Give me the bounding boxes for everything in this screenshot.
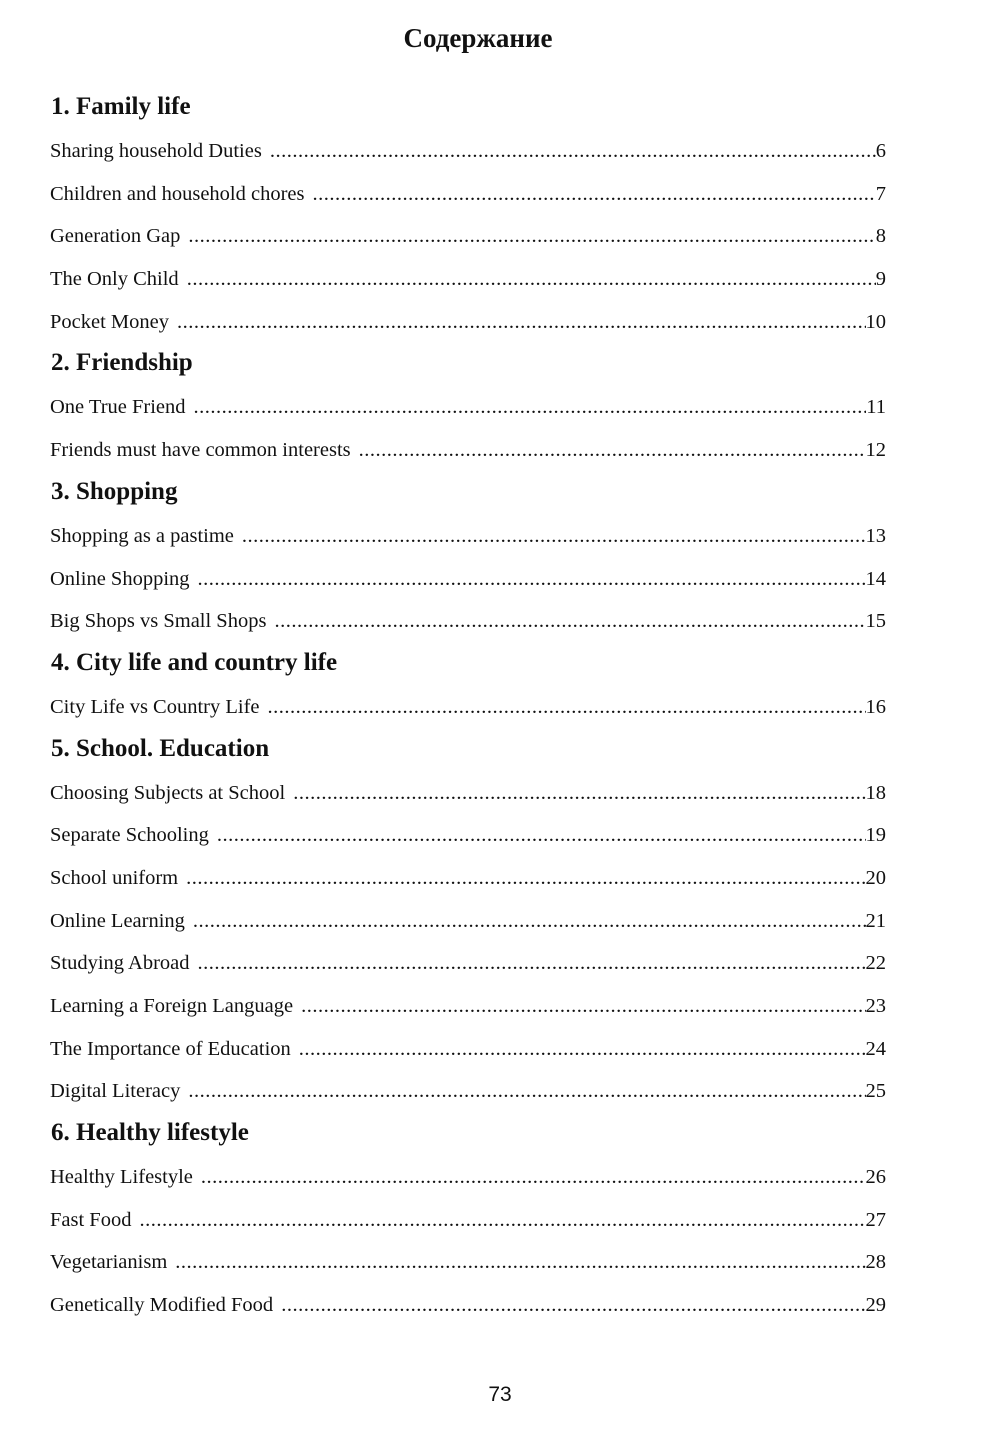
dot-leader xyxy=(281,1284,865,1327)
entry-title: Vegetarianism xyxy=(50,1251,168,1274)
entry-title: Online Shopping xyxy=(50,567,190,590)
entry-page-number: 22 xyxy=(865,952,886,975)
toc-entry xyxy=(50,942,886,985)
toc-section xyxy=(50,90,886,343)
dot-leader xyxy=(274,600,865,643)
entry-page-number: 21 xyxy=(865,909,886,932)
entry-page-number: 11 xyxy=(866,396,886,419)
entry-title: Separate Schooling xyxy=(50,824,209,847)
section-heading: 3. Shopping xyxy=(51,477,178,505)
toc-entry xyxy=(50,1284,886,1327)
toc-entry xyxy=(50,215,886,258)
dot-leader xyxy=(193,900,866,943)
entry-title: Genetically Modified Food xyxy=(50,1294,274,1317)
entry-page-number: 6 xyxy=(875,140,886,162)
entry-title: Children and household chores xyxy=(50,182,305,205)
toc-entry xyxy=(50,857,886,900)
entry-page-number: 28 xyxy=(865,1251,886,1274)
dot-leader xyxy=(201,1156,866,1199)
entry-page-number: 20 xyxy=(865,866,886,889)
section-heading: 6. Healthy lifestyle xyxy=(51,1119,249,1147)
toc-entry xyxy=(50,258,886,301)
entry-page-number: 9 xyxy=(875,268,886,291)
dot-leader xyxy=(198,558,866,601)
toc-section xyxy=(50,732,886,1114)
entry-title: Studying Abroad xyxy=(50,952,190,975)
section-heading: 2. Friendship xyxy=(51,349,193,377)
entry-title: Big Shops vs Small Shops xyxy=(50,610,267,633)
toc-entry xyxy=(50,515,886,558)
dot-leader xyxy=(194,386,867,429)
entry-page-number: 29 xyxy=(865,1294,886,1317)
entry-title: The Importance of Education xyxy=(50,1037,291,1060)
entry-title: One True Friend xyxy=(50,396,186,419)
toc-entry xyxy=(50,1199,886,1242)
entry-page-number: 19 xyxy=(865,824,886,847)
entry-page-number: 15 xyxy=(865,610,886,633)
toc-entry xyxy=(50,173,886,216)
entry-page-number: 14 xyxy=(865,567,886,590)
toc-entry xyxy=(50,1156,886,1199)
toc-section xyxy=(50,346,886,471)
entry-title: Pocket Money xyxy=(50,310,169,333)
toc-section xyxy=(50,475,886,643)
toc-entry xyxy=(50,1241,886,1284)
dot-leader xyxy=(188,215,875,258)
entry-title: Choosing Subjects at School xyxy=(50,781,286,804)
toc-entry xyxy=(50,900,886,943)
entry-title: Fast Food xyxy=(50,1208,132,1231)
entry-page-number: 13 xyxy=(865,524,886,547)
toc-entry xyxy=(50,985,886,1028)
dot-leader xyxy=(270,130,876,173)
entry-page-number: 27 xyxy=(865,1208,886,1231)
entry-title: Friends must have common interests xyxy=(50,439,351,462)
toc-entry xyxy=(50,301,886,344)
entry-title: School uniform xyxy=(50,866,179,889)
toc-entry xyxy=(50,600,886,643)
dot-leader xyxy=(359,429,866,472)
entry-title: Online Learning xyxy=(50,909,185,932)
dot-leader xyxy=(293,772,865,815)
entry-title: Digital Literacy xyxy=(50,1080,181,1103)
entry-title: Sharing household Duties xyxy=(50,140,262,162)
entry-page-number: 26 xyxy=(865,1166,886,1189)
entry-page-number: 18 xyxy=(865,781,886,804)
toc-entry xyxy=(50,1028,886,1071)
toc-entry xyxy=(50,558,886,601)
entry-page-number: 7 xyxy=(875,182,886,205)
page-number: 73 xyxy=(488,1383,512,1406)
entry-title: The Only Child xyxy=(50,268,179,291)
dot-leader xyxy=(217,814,866,857)
table-of-contents xyxy=(50,90,886,1327)
entry-page-number: 25 xyxy=(865,1080,886,1103)
entry-page-number: 24 xyxy=(865,1037,886,1060)
entry-title: Healthy Lifestyle xyxy=(50,1166,193,1189)
dot-leader xyxy=(301,985,865,1028)
toc-section xyxy=(50,1116,886,1327)
entry-title: Shopping as a pastime xyxy=(50,524,234,547)
dot-leader xyxy=(188,1070,865,1113)
entry-title: Generation Gap xyxy=(50,225,181,248)
dot-leader xyxy=(198,942,866,985)
dot-leader xyxy=(175,1241,865,1284)
dot-leader xyxy=(242,515,866,558)
dot-leader xyxy=(313,173,876,216)
entry-page-number: 16 xyxy=(865,695,886,718)
page-title: Содержание xyxy=(403,23,553,53)
toc-entry xyxy=(50,1070,886,1113)
entry-page-number: 12 xyxy=(865,439,886,462)
dot-leader xyxy=(299,1028,866,1071)
toc-entry xyxy=(50,772,886,815)
section-heading: 5. School. Education xyxy=(51,734,270,762)
toc-entry xyxy=(50,814,886,857)
dot-leader xyxy=(187,258,876,301)
entry-page-number: 10 xyxy=(865,310,886,333)
toc-entry xyxy=(50,386,886,429)
entry-title: Learning a Foreign Language xyxy=(50,995,294,1017)
toc-entry xyxy=(50,686,886,729)
entry-page-number: 8 xyxy=(875,225,886,248)
entry-title: City Life vs Country Life xyxy=(50,695,260,718)
section-heading: 1. Family life xyxy=(51,93,191,120)
toc-entry xyxy=(50,130,886,173)
section-heading: 4. City life and country life xyxy=(51,648,338,676)
dot-leader xyxy=(268,686,866,729)
entry-page-number: 23 xyxy=(865,995,886,1017)
dot-leader xyxy=(139,1199,865,1242)
toc-section xyxy=(50,646,886,729)
dot-leader xyxy=(177,301,866,344)
dot-leader xyxy=(186,857,865,900)
toc-entry xyxy=(50,429,886,472)
